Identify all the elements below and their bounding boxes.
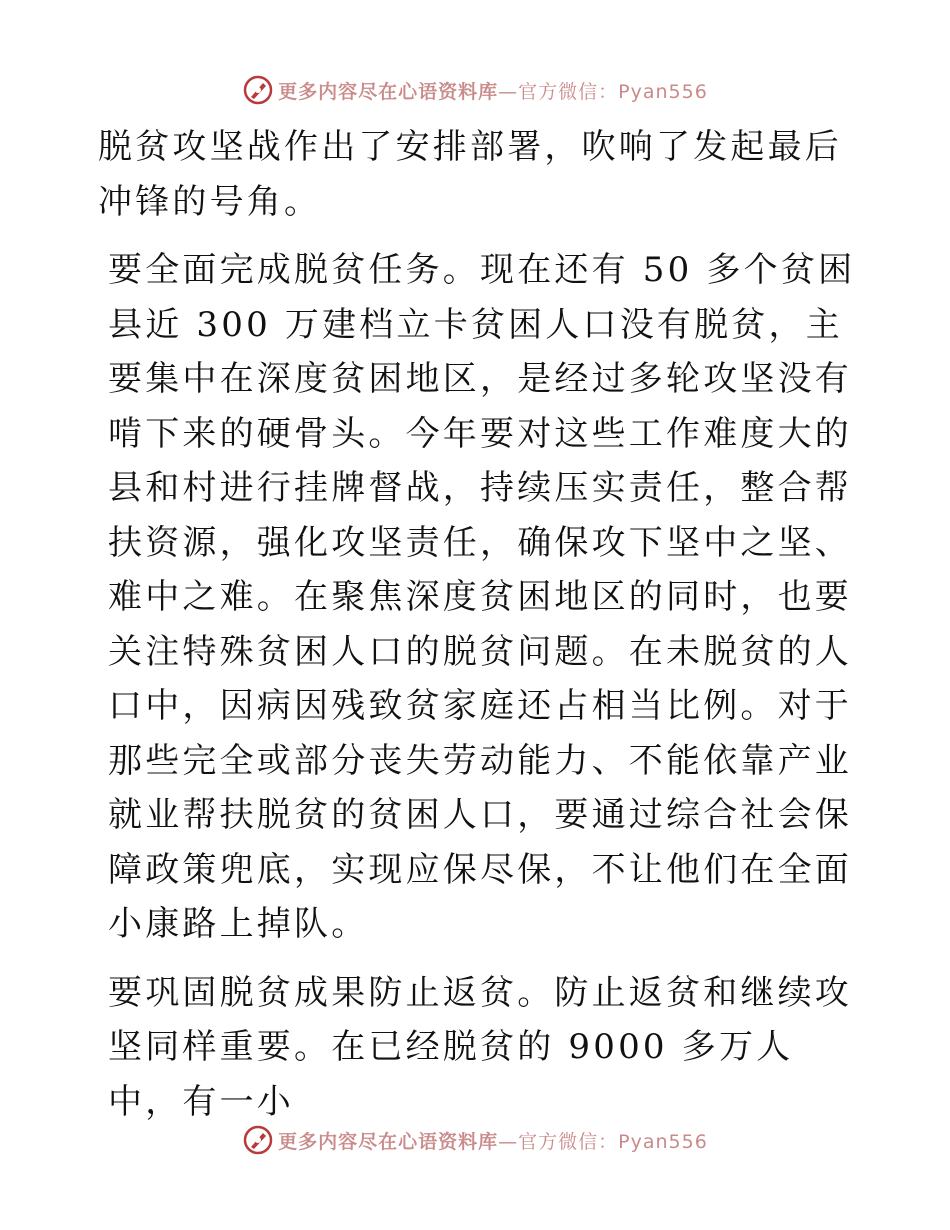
paragraph-3: 要巩固脱贫成果防止返贫。防止返贫和继续攻坚同样重要。在已经脱贫的 9000 多万人中，有一小 <box>108 972 852 1122</box>
paragraph-2: 要全面完成脱贫任务。现在还有 50 多个贫困县近 300 万建档立卡贫困人口没有脱贫，主要集中在深度贫困地区，是经过多轮攻坚没有啃下来的硬骨头。今年要对这些工作难度大的县和村进行挂牌督战，持续压实责任，整合帮扶资源，强化攻坚责任，确保攻下坚中之坚、难中之难。在聚焦深度贫困地区的同时，也要关注特殊贫困人口的脱贫问题。在未脱贫的人口中，因病因残致贫家庭还占相当比例。对于那些完全或部分丧失劳动能力、不能依靠产业就业帮扶脱贫的贫困人口，要通过综合社会保障政策兜底，实现应保尽保，不让他们在全面小康路上掉队。 <box>108 250 856 944</box>
document-body <box>98 120 858 1129</box>
pen-circle-logo-icon <box>242 1124 274 1156</box>
watermark-main-text: 更多内容尽在心语资料库 <box>278 80 499 103</box>
watermark-sub-text: —官方微信：Pyan556 <box>498 80 708 103</box>
watermark-sub-text: —官方微信：Pyan556 <box>498 1130 708 1153</box>
header-watermark <box>0 70 950 110</box>
footer-watermark <box>0 1120 950 1160</box>
pen-circle-logo-icon <box>242 74 274 106</box>
watermark-main-text: 更多内容尽在心语资料库 <box>278 1130 499 1153</box>
paragraph-1: 脱贫攻坚战作出了安排部署，吹响了发起最后冲锋的号角。 <box>98 127 842 222</box>
